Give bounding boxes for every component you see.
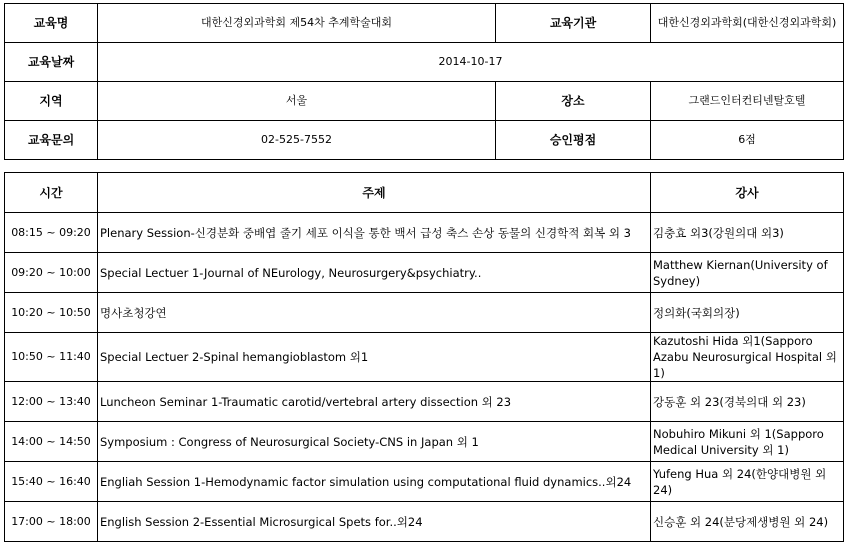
course-name-value: 대한신경외과학회 제54차 추계학술대회	[98, 4, 496, 43]
session-time: 17:00 ~ 18:00	[5, 502, 98, 542]
course-info-table	[4, 3, 844, 160]
date-label: 교육날짜	[5, 43, 98, 82]
contact-value: 02-525-7552	[98, 121, 496, 160]
table-row	[5, 422, 844, 462]
venue-label: 장소	[496, 82, 651, 121]
session-topic: Special Lectuer 1-Journal of NEurology, Neurosurgery&psychiatry..	[98, 253, 651, 293]
session-speaker: Kazutoshi Hida 외1(Sapporo Azabu Neurosurgical Hospital 외1)	[651, 333, 844, 382]
session-time: 08:15 ~ 09:20	[5, 213, 98, 253]
session-time: 10:20 ~ 10:50	[5, 293, 98, 333]
session-time: 12:00 ~ 13:40	[5, 382, 98, 422]
org-label: 교육기관	[496, 4, 651, 43]
schedule-header-row	[5, 173, 844, 213]
session-time: 15:40 ~ 16:40	[5, 462, 98, 502]
table-row	[5, 253, 844, 293]
date-value: 2014-10-17	[98, 43, 844, 82]
session-topic: Plenary Session-신경분화 중배엽 줄기 세포 이식을 통한 백서 급성 축스 손상 동물의 신경학적 회복 외 3	[98, 213, 651, 253]
session-topic: English Session 2-Essential Microsurgical Spets for..외24	[98, 502, 651, 542]
session-topic: Engliah Session 1-Hemodynamic factor simulation using computational fluid dynamics..외24	[98, 462, 651, 502]
session-time: 14:00 ~ 14:50	[5, 422, 98, 462]
credit-value: 6점	[651, 121, 844, 160]
header-speaker: 강사	[651, 173, 844, 213]
credit-label: 승인평점	[496, 121, 651, 160]
region-value: 서울	[98, 82, 496, 121]
session-topic: Symposium : Congress of Neurosurgical Society-CNS in Japan 외 1	[98, 422, 651, 462]
region-label: 지역	[5, 82, 98, 121]
session-topic: Special Lectuer 2-Spinal hemangioblastom 외1	[98, 333, 651, 382]
session-topic: 명사초청강연	[98, 293, 651, 333]
session-speaker: Nobuhiro Mikuni 외 1(Sapporo Medical University 외 1)	[651, 422, 844, 462]
contact-label: 교육문의	[5, 121, 98, 160]
table-row	[5, 333, 844, 382]
session-speaker: 신승훈 외 24(분당제생병원 외 24)	[651, 502, 844, 542]
table-row	[5, 382, 844, 422]
table-row	[5, 462, 844, 502]
session-speaker: 정의화(국회의장)	[651, 293, 844, 333]
venue-value: 그랜드인터컨티넨탈호텔	[651, 82, 844, 121]
session-speaker: 강동훈 외 23(경북의대 외 23)	[651, 382, 844, 422]
session-speaker: Yufeng Hua 외 24(한양대병원 외 24)	[651, 462, 844, 502]
table-row	[5, 293, 844, 333]
session-time: 10:50 ~ 11:40	[5, 333, 98, 382]
table-row	[5, 502, 844, 542]
org-value: 대한신경외과학회(대한신경외과학회)	[651, 4, 844, 43]
schedule-table	[4, 172, 844, 542]
table-row	[5, 213, 844, 253]
session-speaker: 김충효 외3(강원의대 외3)	[651, 213, 844, 253]
info-row-region	[5, 82, 844, 121]
header-time: 시간	[5, 173, 98, 213]
info-row-course	[5, 4, 844, 43]
info-row-contact	[5, 121, 844, 160]
header-topic: 주제	[98, 173, 651, 213]
info-row-date	[5, 43, 844, 82]
session-speaker: Matthew Kiernan(University of Sydney)	[651, 253, 844, 293]
session-time: 09:20 ~ 10:00	[5, 253, 98, 293]
course-name-label: 교육명	[5, 4, 98, 43]
session-topic: Luncheon Seminar 1-Traumatic carotid/vertebral artery dissection 외 23	[98, 382, 651, 422]
